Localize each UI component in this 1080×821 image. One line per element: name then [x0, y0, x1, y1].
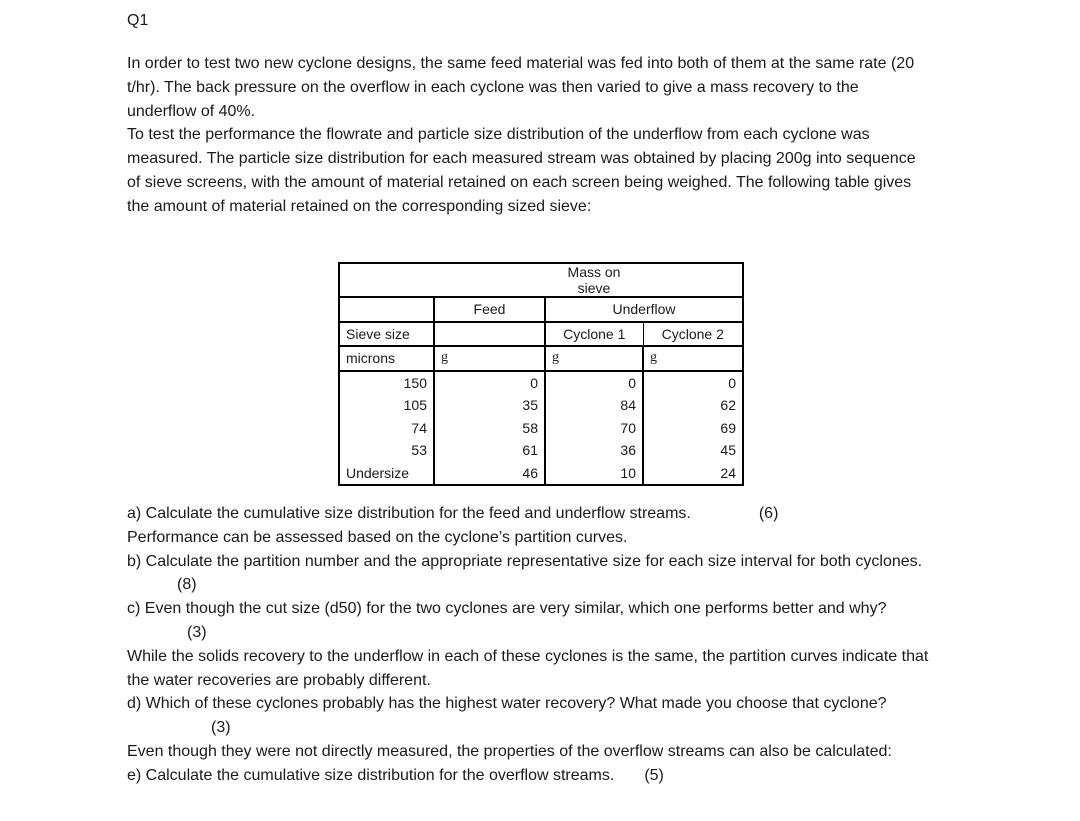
table-header-row-2: [339, 297, 743, 322]
part-e-marks: (5): [644, 766, 664, 784]
cyclone2-cell: 45: [643, 439, 743, 462]
header-feed: Feed: [434, 297, 545, 322]
table-row: [339, 439, 743, 462]
table-row: [339, 417, 743, 440]
part-a-text: a) Calculate the cumulative size distribution for the feed and underflow streams.: [127, 505, 691, 522]
label-cyclone-1: Cyclone 1: [545, 322, 643, 347]
table-units-row: [339, 346, 743, 371]
feed-cell: 58: [434, 417, 545, 440]
part-c-text: c) Even though the cut size (d50) for the two cyclones are very similar, which one performs better and why?: [127, 600, 887, 618]
intro-paragraph-2: To test the performance the flowrate and particle size distribution of the underflow from each cyclone was measured. The particle size distribution for each measured stream was obtained by placing 200g into sequence of sieve screens, with the amount of material retained on each screen being weighed. The following table gives the amount of material retained on the corresponding sized sieve:: [127, 126, 916, 215]
label-sieve-size: Sieve size: [339, 322, 434, 347]
cyclone2-cell: 62: [643, 394, 743, 417]
part-d-marks: (3): [211, 719, 231, 737]
cyclone1-cell: 70: [545, 417, 643, 440]
performance-note: Performance can be assessed based on the cyclone’s partition curves.: [127, 528, 628, 546]
part-c: [127, 597, 937, 645]
overflow-note: Even though they were not directly measured, the properties of the overflow streams can also be calculated:: [127, 742, 892, 760]
feed-cell: 46: [434, 462, 545, 486]
question-parts: [127, 502, 937, 788]
feed-cell: 35: [434, 394, 545, 417]
cyclone1-cell: 36: [545, 439, 643, 462]
label-cyclone-2: Cyclone 2: [643, 322, 743, 347]
header-mass-on-sieve: Mass on sieve: [567, 264, 621, 296]
feed-cell: 61: [434, 439, 545, 462]
size-cell: 74: [339, 417, 434, 440]
part-c-marks: (3): [187, 623, 207, 641]
cyclone2-cell: 24: [643, 462, 743, 486]
cyclone2-cell: 69: [643, 417, 743, 440]
cyclone2-cell: 0: [643, 371, 743, 395]
size-cell: 150: [339, 371, 434, 395]
part-e: [127, 764, 937, 788]
part-b-marks: (8): [177, 576, 197, 594]
part-a-marks: (6): [758, 505, 779, 522]
size-cell: 53: [339, 439, 434, 462]
table-row: [339, 462, 743, 486]
question-number: Q1: [127, 12, 149, 29]
intro-paragraph-1: In order to test two new cyclone designs, the same feed material was fed into both of them at the same rate (20 t/hr). The back pressure on the overflow in each cyclone was then varied to give a mass recovery to the underflow of 40%.: [127, 55, 915, 120]
table-header-row-1: [339, 263, 743, 297]
table-row: [339, 371, 743, 395]
feed-cell: 0: [434, 371, 545, 395]
cyclone1-cell: 10: [545, 462, 643, 486]
part-d-text: d) Which of these cyclones probably has the highest water recovery? What made you choose that cyclone?: [127, 695, 887, 713]
part-b-text: b) Calculate the partition number and the appropriate representative size for each size interval for both cyclones.: [127, 552, 923, 570]
size-cell: 105: [339, 394, 434, 417]
header-underflow: Underflow: [545, 297, 743, 322]
unit-cyclone-2: g: [643, 346, 743, 371]
sieve-table: [338, 262, 744, 486]
intro-text: [127, 52, 927, 219]
part-d: [127, 692, 937, 740]
table-header-row-3: [339, 322, 743, 347]
part-e-text: e) Calculate the cumulative size distribution for the overflow streams.: [127, 766, 615, 784]
unit-cyclone-1: g: [545, 346, 643, 371]
cyclone1-cell: 0: [545, 371, 643, 395]
cyclone1-cell: 84: [545, 394, 643, 417]
label-microns: microns: [339, 346, 434, 371]
size-cell: Undersize: [339, 462, 434, 486]
part-b: [127, 550, 937, 598]
solids-note: While the solids recovery to the underflow in each of these cyclones is the same, the partition curves indicate that the water recoveries are probably different.: [127, 647, 929, 689]
table-row: [339, 394, 743, 417]
unit-feed: g: [434, 346, 545, 371]
part-a: [127, 502, 937, 526]
